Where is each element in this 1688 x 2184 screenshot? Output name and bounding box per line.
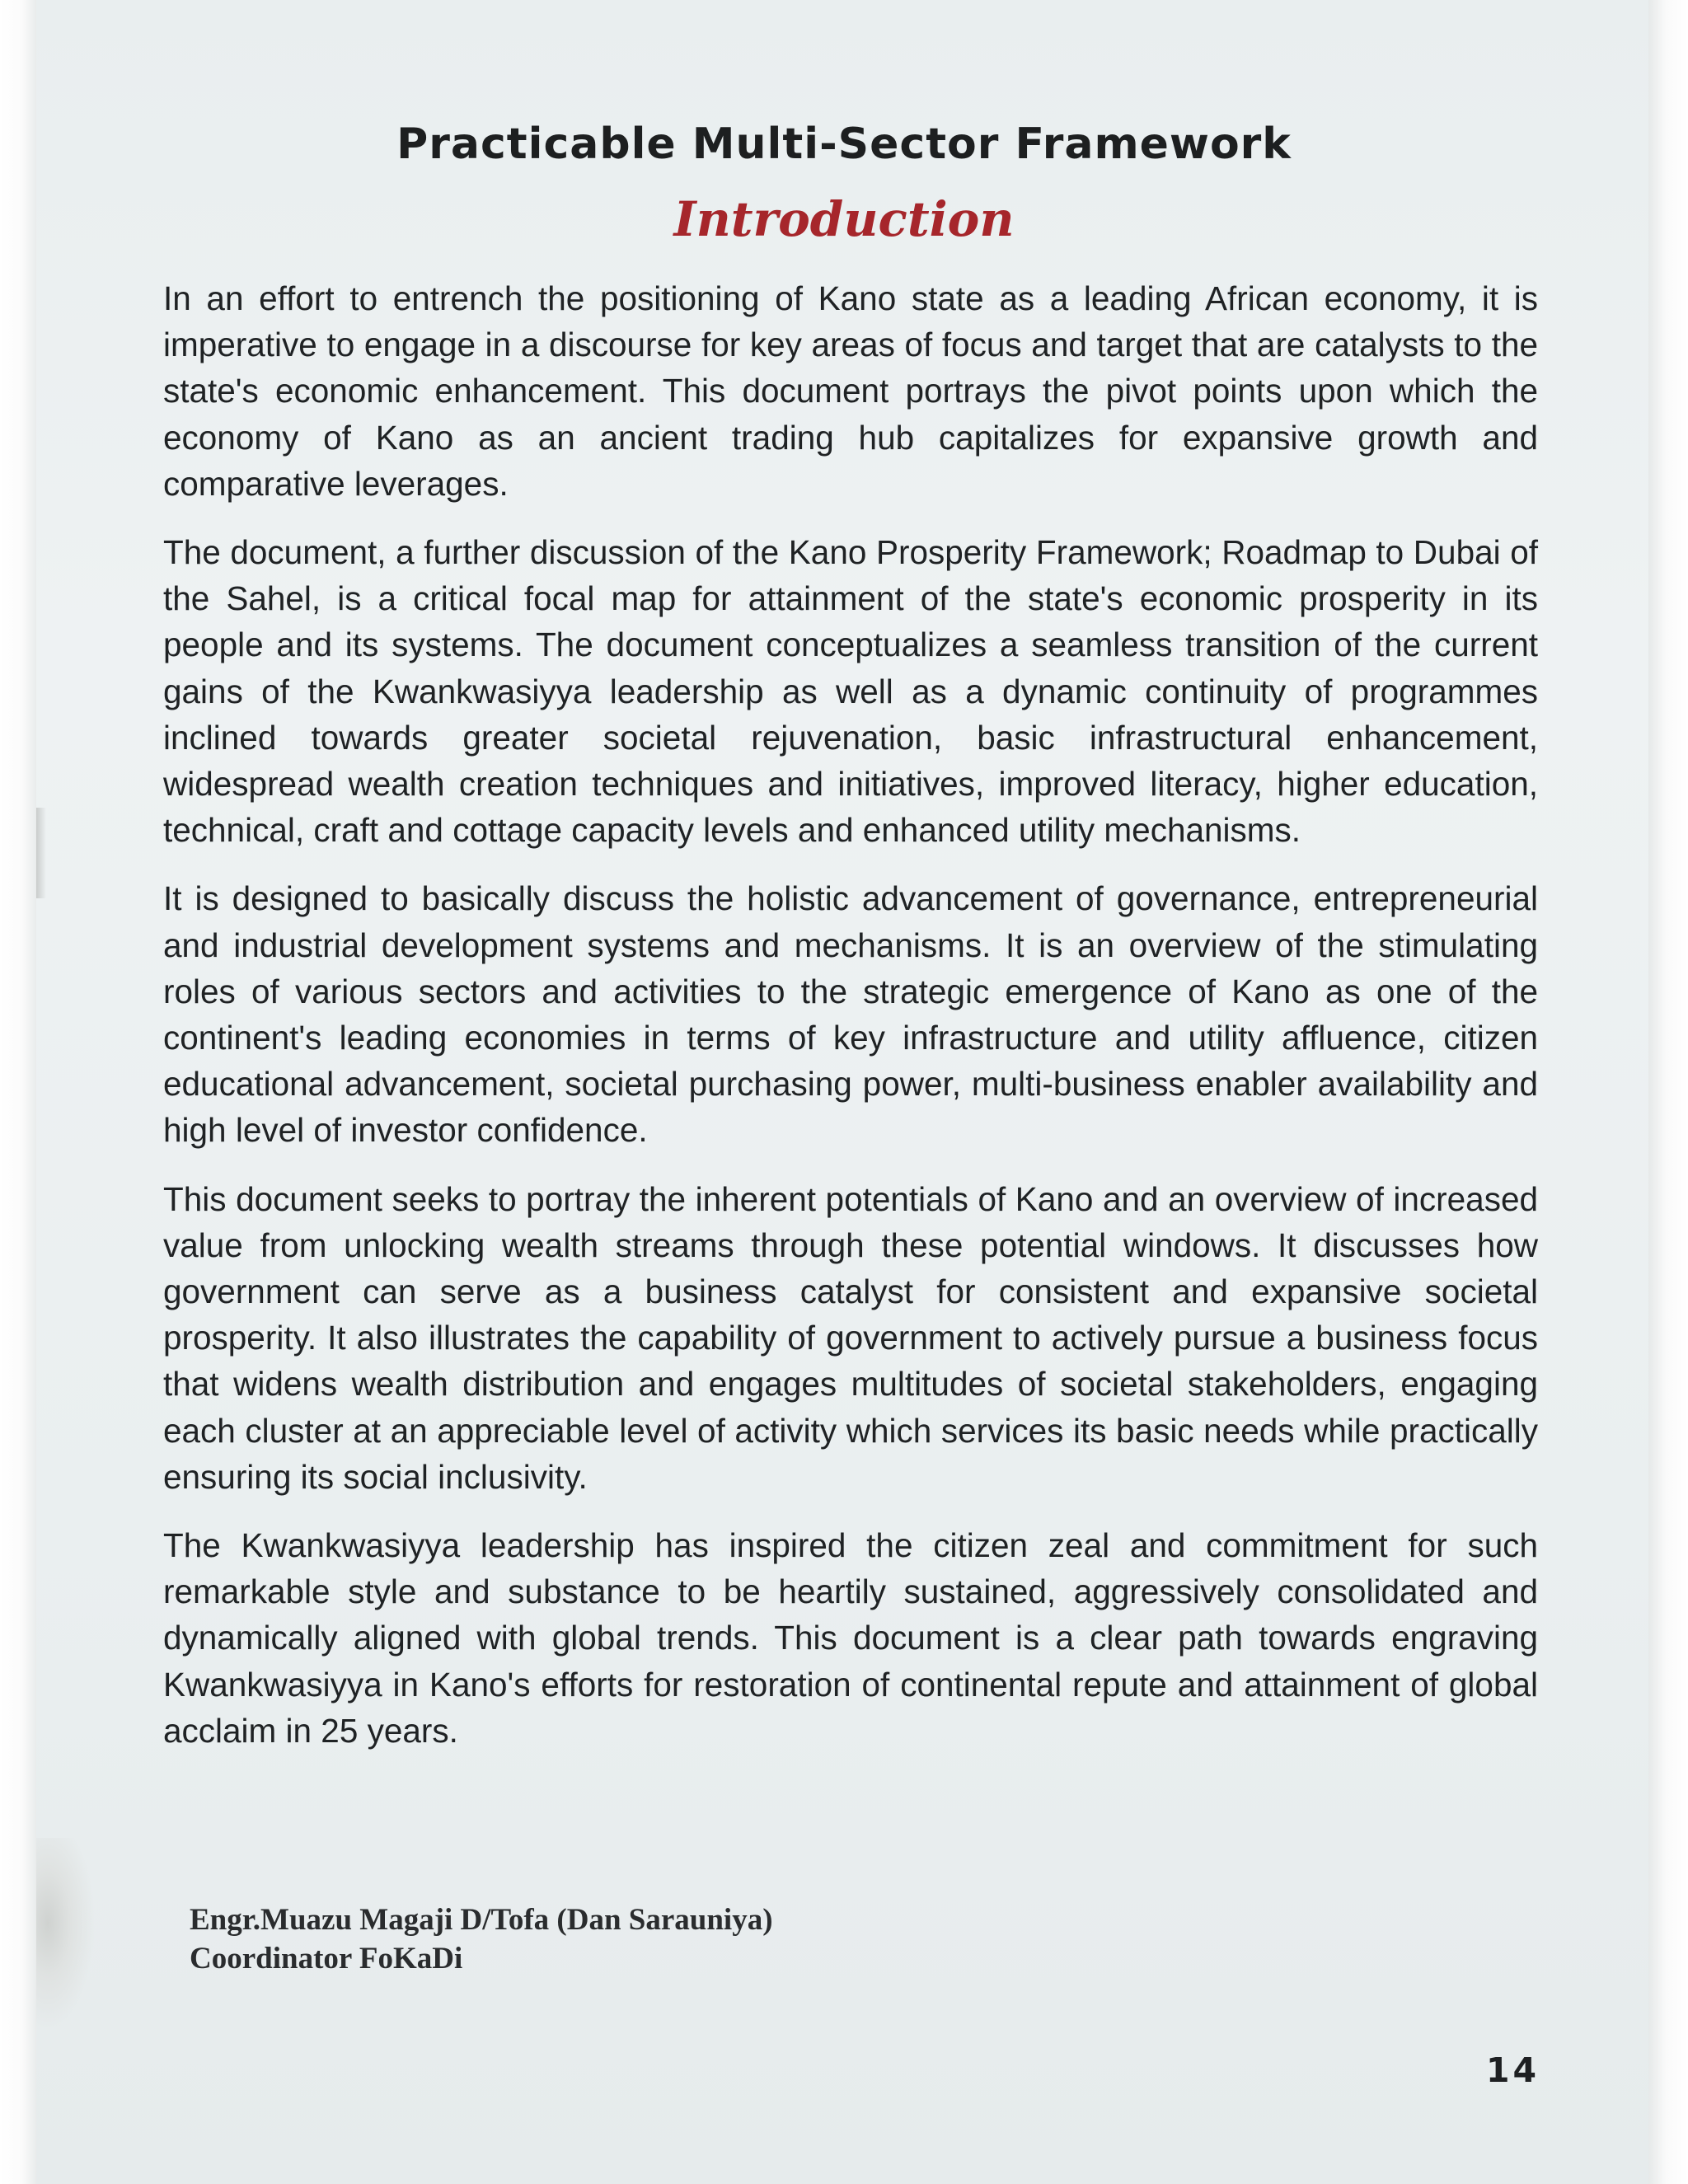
body-text (163, 275, 1538, 1776)
signatory-name: Engr.Muazu Magaji D/Tofa (Dan Sarauniya) (190, 1903, 773, 1937)
section-heading: Introduction (673, 191, 1015, 247)
paragraph: It is designed to basically discuss the holistic advancement of governance, entrepreneurial and industrial development systems and mechanisms. It is an overview of the stimulating roles of various sectors and activities to the strategic emergence of Kano as one of the continent's leading economies in terms of key infrastructure and utility affluence, citizen educational advancement, societal purchasing power, multi-business enabler availability and high level of investor confidence. (163, 879, 1538, 1150)
paragraph: The Kwankwasiyya leadership has inspired the citizen zeal and commitment for such remarkable style and substance to be heartily sustained, aggressively consolidated and dynamically aligned with global trends. This document is a clear path towards engraving Kwankwasiyya in Kano's efforts for restoration of continental repute and attainment of global acclaim in 25 years. (163, 1526, 1538, 1750)
scan-left-margin (0, 0, 36, 2184)
page-number: 14 (1485, 2050, 1540, 2090)
scan-right-margin (1648, 0, 1688, 2184)
paragraph: The document, a further discussion of the Kano Prosperity Framework; Roadmap to Dubai of the Sahel, is a critical focal map for attainment of the state's economic prosperity in its people and its systems. The document conceptualizes a seamless transition of the current gains of the Kwankwasiyya leadership as well as a dynamic continuity of programmes inclined towards greater societal rejuvenation, basic infrastructural enhancement, widespread wealth creation techniques and initiatives, improved literacy, higher education, technical, craft and cottage capacity levels and enhanced utility mechanisms. (163, 533, 1538, 850)
page-title: Practicable Multi-Sector Framework (396, 120, 1292, 169)
paragraph: In an effort to entrench the positioning of Kano state as a leading African economy, it is imperative to engage in a discourse for key areas of focus and target that are catalysts to the state's economic enhancement. This document portrays the pivot points upon which the economy of Kano as an ancient trading hub capitalizes for expansive growth and comparative leverages. (163, 279, 1538, 503)
paper-fold-shadow (36, 1838, 94, 2027)
signature-block (190, 1900, 773, 1978)
paper-edge-shadow (36, 808, 46, 898)
signatory-role: Coordinator FoKaDi (190, 1942, 463, 1975)
paragraph: This document seeks to portray the inherent potentials of Kano and an overview of increased value from unlocking wealth streams through these potential windows. It discusses how government can serve as a business catalyst for consistent and expansive societal prosperity. It also illustrates the capability of government to actively pursue a business focus that widens wealth distribution and engages multitudes of societal stakeholders, engaging each cluster at an appreciable level of activity which services its basic needs while practically ensuring its social inclusivity. (163, 1179, 1538, 1496)
